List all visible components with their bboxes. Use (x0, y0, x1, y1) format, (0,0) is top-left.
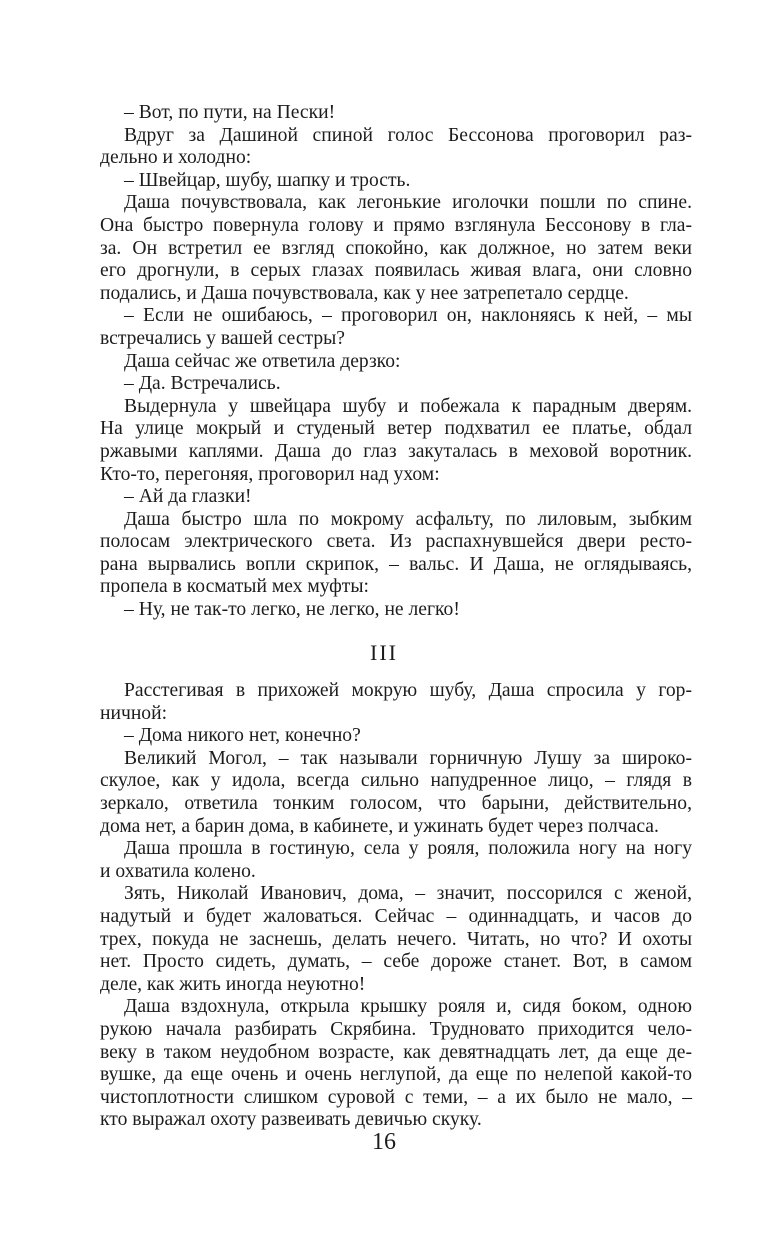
text-line: надутый и будет жаловаться. Сейчас – одиннадцать, и часов до (100, 905, 692, 927)
text-block-top (100, 102, 692, 622)
text-line: встречались у вашей сестры? (100, 327, 345, 349)
text-line: Выдернула у швейцара шубу и побежала к парадным дверям. (124, 395, 692, 417)
text-block-bottom (100, 680, 692, 1132)
text-line: за. Он встретил ее взгляд спокойно, как должное, но затем веки (100, 237, 692, 259)
text-line: дома нет, а барин дома, в кабинете, и ужинать будет через полчаса. (100, 815, 659, 837)
text-line: Расстегивая в прихожей мокрую шубу, Даша спросила у гор- (124, 680, 692, 701)
text-line: Даша быстро шла по мокрому асфальту, по лиловым, зыбким (124, 508, 692, 530)
text-line: На улице мокрый и студеный ветер подхватил ее платье, обдал (100, 418, 692, 440)
text-line: – Да. Встречались. (124, 373, 281, 395)
text-line: Даша прошла в гостиную, села у рояля, положила ногу на ногу (124, 838, 692, 860)
text-line: – Ай да глазки! (124, 486, 252, 508)
text-line: полосам электрического света. Из распахнувшейся двери ресто- (100, 531, 692, 553)
text-line: рана вырвались вопли скрипок, – вальс. И Даша, не оглядываясь, (100, 553, 692, 575)
text-line: – Вот, по пути, на Пески! (124, 102, 336, 123)
text-line: Даша вздохнула, открыла крышку рояля и, сидя боком, одною (124, 996, 692, 1018)
text-line: Великий Могол, – так называли горничную Лушу за широко- (124, 747, 692, 769)
text-line: его дрогнули, в серых глазах появилась живая влага, они словно (100, 260, 692, 282)
text-line: и охватила колено. (100, 860, 256, 882)
text-line: вушке, да еще очень и очень неглупой, да еще по нелепой какой-то (100, 1064, 692, 1086)
chapter-heading: III (370, 640, 398, 665)
text-line: Вдруг за Дашиной спиной голос Бессонова проговорил раз- (124, 124, 692, 146)
page-number: 16 (372, 1129, 396, 1155)
text-line: Даша почувствовала, как легонькие иголочки пошли по спине. (124, 192, 692, 214)
text-line: Она быстро повернула голову и прямо взглянула Бессонову в гла- (100, 214, 692, 236)
text-line: деле, как жить иногда неуютно! (100, 973, 366, 995)
text-line: подались, и Даша почувствовала, как у нее затрепетало сердце. (100, 282, 629, 304)
text-line: Зять, Николай Иванович, дома, – значит, поссорился с женой, (124, 883, 692, 905)
text-line: рукою начала разбирать Скрябина. Трудновато приходится чело- (100, 1018, 692, 1040)
text-line: чистоплотности слишком суровой с теми, – а их было не мало, – (100, 1086, 692, 1108)
text-line: Даша сейчас же ответила дерзко: (124, 350, 401, 372)
text-line: – Дома никого нет, конечно? (124, 725, 361, 747)
text-line: – Швейцар, шубу, шапку и трость. (124, 169, 411, 191)
text-line: – Ну, не так-то легко, не легко, не легко! (124, 599, 460, 621)
text-line: веку в таком неудобном возрасте, как девятнадцать лет, да еще де- (100, 1041, 692, 1063)
text-line: – Если не ошибаюсь, – проговорил он, наклоняясь к ней, – мы (124, 305, 692, 327)
text-line: Кто-то, перегоняя, проговорил над ухом: (100, 463, 440, 485)
text-line: трех, покуда не заснешь, делать нечего. Читать, но что? И охоты (100, 928, 692, 950)
text-line: кто выражал охоту развеивать девичью скуку. (100, 1109, 482, 1131)
text-line: дельно и холодно: (100, 147, 252, 169)
text-line: ничной: (100, 702, 168, 724)
text-line: скулое, как у идола, всегда сильно напудренное лицо, – глядя в (100, 770, 692, 792)
text-line: зеркало, ответила тонким голосом, что барыни, действительно, (100, 792, 692, 814)
text-line: пропела в косматый мех муфты: (100, 576, 369, 598)
text-line: нет. Просто сидеть, думать, – себе дороже станет. Вот, в самом (100, 951, 692, 973)
text-line: ржавыми каплями. Даша до глаз закуталась в меховой воротник. (100, 440, 692, 462)
